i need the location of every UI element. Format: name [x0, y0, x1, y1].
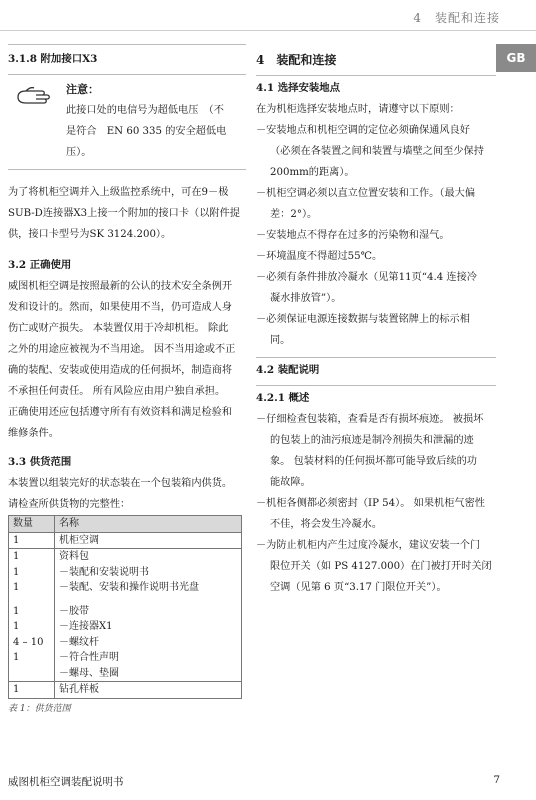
list-item-line: －为防止机柜内产生过度冷凝水，建议安装一个门 [256, 540, 481, 551]
table-cell-qty: 4 – 10 [9, 635, 55, 651]
table-row [9, 532, 242, 549]
text-line: 伤亡或财产损失。 本装置仅用于冷却机柜。 除此 [8, 323, 229, 334]
list-item-line: 的包装上的油污痕迹是制冷剂损失和泄漏的迹 [270, 435, 474, 446]
table-cell-name [55, 596, 242, 604]
list-item-line: －机柜空调必须以直立位置安装和工作。（最大偏 [256, 188, 476, 199]
section-heading-4-2-1: 4.2.1 概述 [256, 392, 310, 404]
list-item-line: －必须保证电源连接数据与装置铭牌上的标示相 [256, 314, 470, 325]
table-header-qty: 数量 [9, 516, 55, 533]
list-item-line: （必须在各装置之间和装置与墙壁之间至少保持 [270, 146, 484, 157]
section-rule [8, 44, 246, 45]
left-column [8, 44, 246, 720]
section-heading-4-2: 4.2 装配说明 [256, 364, 320, 376]
section-heading-4-1: 4.1 选择安装地点 [256, 82, 341, 94]
text-line: 此接口处的电信号为超低电压 （不 [66, 105, 224, 116]
table-cell-qty: 1 [9, 580, 55, 596]
pointing-hand-icon [16, 85, 56, 107]
table-row [9, 604, 242, 620]
text-line: 压）。 [66, 147, 92, 158]
table-cell-qty: 1 [9, 619, 55, 635]
running-header: 4 装配和连接 [413, 11, 500, 25]
list-item [256, 267, 496, 309]
section-intro-4-1: 在为机柜选择安装地点时，请遵守以下原则： [256, 104, 460, 115]
list-item-line: 差：2°）。 [270, 209, 318, 220]
list-item-line: 空调（见第 6 页“3.17 门限位开关”）。 [270, 582, 447, 593]
list-item [256, 409, 496, 493]
list-item-line: －仔细检查包装箱，查看是否有损坏痕迹。 被损坏 [256, 414, 484, 425]
note-title: 注意： [66, 83, 99, 96]
list-item-line: 凝水排放管”）。 [270, 293, 342, 304]
note-text [66, 100, 246, 163]
list-item [256, 493, 496, 535]
text-line: 维修条件。 [8, 428, 59, 439]
table-cell-name: －螺母、垫圈 [55, 666, 242, 682]
section-heading-3-2: 3.2 正确使用 [8, 259, 72, 271]
table-row [9, 580, 242, 596]
page-number: 7 [493, 774, 500, 786]
table-cell-qty [9, 596, 55, 604]
table-cell-qty: 1 [9, 549, 55, 565]
table-cell-qty [9, 666, 55, 682]
list-item [256, 120, 496, 183]
list-item-line: 能故障。 [270, 477, 311, 488]
list-item [256, 309, 496, 351]
table-cell-name: 机柜空调 [55, 532, 242, 549]
table-row [9, 619, 242, 635]
list-item-line: 同。 [270, 335, 291, 346]
text-line: 发和设计的。然而，如果使用不当，仍可造成人身 [8, 302, 233, 313]
chapter-heading: 4 装配和连接 [256, 53, 337, 67]
list-item-line: －环境温度不得超过55℃。 [256, 251, 383, 262]
list-item-line: 象。 包装材料的任何损坏都可能导致后续的功 [270, 456, 477, 467]
text-line: 威图机柜空调是按照最新的公认的技术安全条例开 [8, 281, 233, 292]
table-cell-qty: 1 [9, 604, 55, 620]
table-row [9, 596, 242, 604]
text-line: SUB-D连接器X3上接一个附加的接口卡（以附件提 [8, 208, 240, 219]
list-item-line: 200mm的距离）。 [270, 167, 355, 178]
text-line: 之外的用途应被视为不当用途。 因不当用途或不正 [8, 344, 236, 355]
section-body-3-1-8 [8, 182, 246, 245]
list-item-line: －必须有条件排放冷凝水（见第11页“4.4 连接冷 [256, 272, 477, 283]
text-line: 正确使用还应包括遵守所有有效资料和满足检验和 [8, 407, 233, 418]
list-item [256, 183, 496, 225]
site-requirements-list [256, 120, 496, 351]
scope-of-supply-table [8, 515, 242, 699]
section-heading-3-1-8: 3.1.8 附加接口X3 [8, 53, 98, 65]
table-cell-qty: 1 [9, 532, 55, 549]
list-item-line: －机柜各侧都必须密封（IP 54）。 如果机柜气密性 [256, 498, 485, 509]
section-rule [256, 385, 496, 386]
table-row [9, 635, 242, 651]
note-bottom-rule [8, 169, 246, 170]
section-body-3-2 [8, 276, 246, 444]
list-item [256, 535, 496, 598]
table-row [9, 549, 242, 565]
footer-doc-title: 威图机柜空调装配说明书 [8, 776, 124, 788]
table-row [9, 682, 242, 699]
list-item [256, 225, 496, 246]
list-item-line: 限位开关（如 PS 4127.000）在门被打开时关闭 [270, 561, 492, 572]
list-item-line: －安装地点不得存在过多的污染物和湿气。 [256, 230, 450, 241]
text-line: 请检查所供货物的完整性： [8, 499, 131, 510]
list-item-line: －安装地点和机柜空调的定位必须确保通风良好 [256, 125, 470, 136]
table-cell-qty: 1 [9, 682, 55, 699]
table-cell-name: －符合性声明 [55, 650, 242, 666]
table-cell-name: 资料包 [55, 549, 242, 565]
text-line: 确的装配、安装或使用造成的任何损坏，制造商将 [8, 365, 233, 376]
section-heading-3-3: 3.3 供货范围 [8, 456, 72, 468]
table-cell-name: －装配和安装说明书 [55, 565, 242, 581]
section-rule [256, 357, 496, 358]
table-row [9, 666, 242, 682]
header-rule [0, 30, 536, 31]
table-cell-name: －连接器X1 [55, 619, 242, 635]
table-caption: 表 1：供货范围 [8, 703, 71, 714]
text-line: 是符合 EN 60 335 的安全超低电 [66, 126, 227, 137]
table-cell-name: －装配、安装和操作说明书光盘 [55, 580, 242, 596]
text-line: 本装置以组装完好的状态装在一个包装箱内供货。 [8, 478, 233, 489]
text-line: 供，接口卡型号为SK 3124.200）。 [8, 229, 172, 240]
language-tab: GB [496, 44, 536, 72]
section-body-3-3 [8, 473, 246, 515]
text-line: 不承担任何责任。 所有风险应由用户独自承担。 [8, 386, 226, 397]
text-line: 为了将机柜空调并入上级监控系统中，可在9－极 [8, 187, 229, 198]
table-cell-name: －胶带 [55, 604, 242, 620]
chapter-rule [256, 75, 496, 76]
list-item [256, 246, 496, 267]
table-cell-qty: 1 [9, 565, 55, 581]
table-row [9, 565, 242, 581]
table-cell-name: 钻孔样板 [55, 682, 242, 699]
right-column [256, 44, 496, 598]
table-header-name: 名称 [55, 516, 242, 533]
list-item-line: 不佳，将会发生冷凝水。 [270, 519, 383, 530]
table-cell-qty: 1 [9, 650, 55, 666]
note-box [8, 75, 246, 169]
table-row [9, 650, 242, 666]
assembly-notes-list [256, 409, 496, 598]
table-cell-name: －螺纹杆 [55, 635, 242, 651]
